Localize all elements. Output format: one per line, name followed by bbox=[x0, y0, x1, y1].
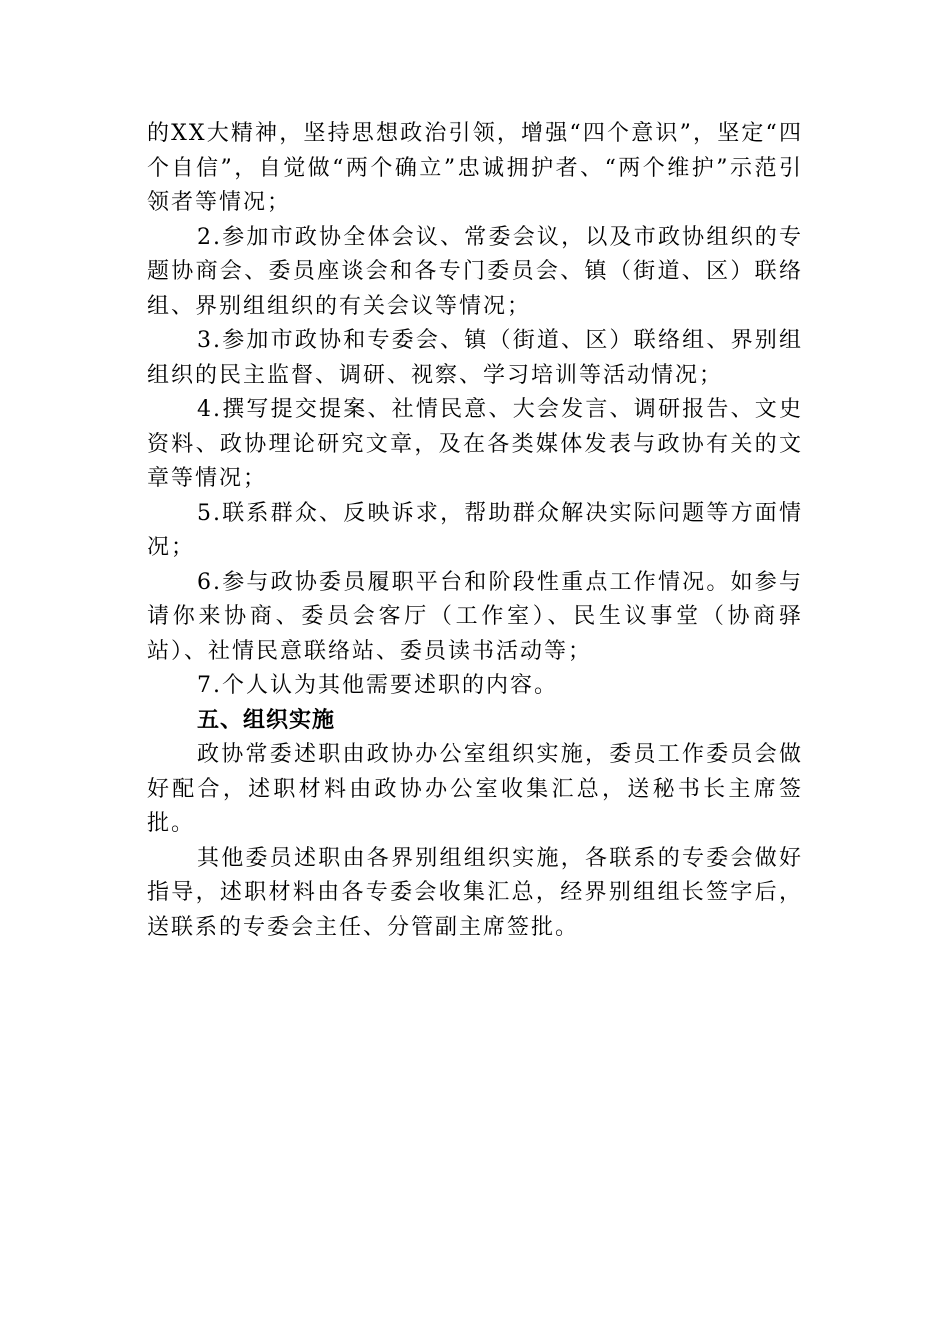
list-item-7: 7.个人认为其他需要述职的内容。 bbox=[197, 673, 558, 698]
section-paragraph: 政协常委述职由政协办公室组织实施，委员工作委员会做好配合，述职材料由政协办公室收集汇总，送秘书长主席签批。 bbox=[147, 742, 803, 836]
list-item-6: 6.参与政协委员履职平台和阶段性重点工作情况。如参与请你来协商、委员会客厅（工作室）、民生议事堂（协商驿站）、社情民意联络站、委员读书活动等； bbox=[147, 569, 803, 664]
section-heading: 五、组织实施 bbox=[197, 707, 336, 733]
section-paragraph: 其他委员述职由各界别组组织实施，各联系的专委会做好指导，述职材料由各专委会收集汇总，经界别组组长签字后，送联系的专委会主任、分管副主席签批。 bbox=[147, 845, 803, 940]
list-item-2: 2.参加市政协全体会议、常委会议，以及市政协组织的专题协商会、委员座谈会和各专门委员会、镇（街道、区）联络组、界别组组织的有关会议等情况； bbox=[147, 224, 803, 319]
document-body bbox=[147, 117, 803, 945]
list-item-5: 5.联系群众、反映诉求，帮助群众解决实际问题等方面情况； bbox=[147, 500, 803, 560]
list-item-3: 3.参加市政协和专委会、镇（街道、区）联络组、界别组组织的民主监督、调研、视察、学习培训等活动情况； bbox=[147, 328, 803, 388]
list-item-4: 4.撰写提交提案、社情民意、大会发言、调研报告、文史资料、政协理论研究文章，及在各类媒体发表与政协有关的文章等情况； bbox=[147, 397, 803, 491]
paragraph-continuation: 的XX大精神，坚持思想政治引领，增强“四个意识”，坚定“四个自信”，自觉做“两个确立”忠诚拥护者、“两个维护”示范引领者等情况； bbox=[147, 121, 803, 215]
